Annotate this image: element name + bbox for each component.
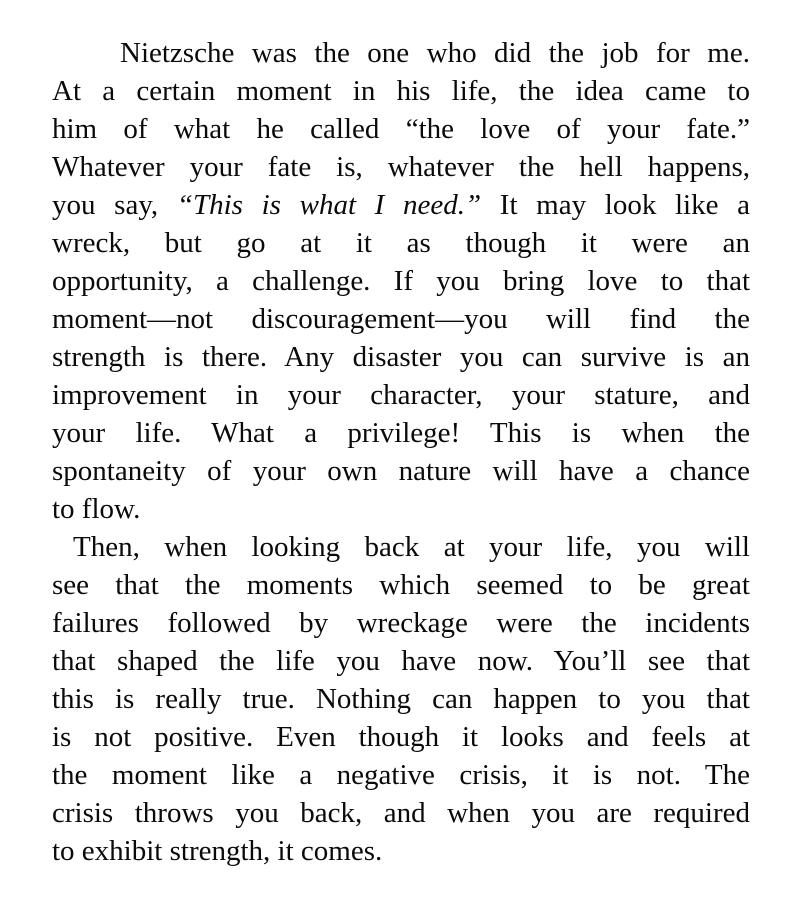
text-segment: Whatever your fate is, whatever the hell happens,	[52, 151, 750, 183]
text-segment: strength is there. Any disaster you can survive is an	[52, 341, 750, 373]
paragraph	[52, 528, 750, 870]
text-segment: is not positive. Even though it looks and feels at	[52, 721, 750, 753]
text-segment: opportunity, a challenge. If you bring love to that	[52, 265, 750, 297]
text-segment: At a certain moment in his life, the idea came to	[52, 75, 750, 107]
text-line	[52, 414, 750, 452]
text-line	[52, 186, 750, 224]
text-segment: to exhibit strength, it comes.	[52, 835, 383, 867]
text-line	[52, 832, 750, 870]
text-line	[52, 148, 750, 186]
text-segment: crisis throws you back, and when you are required	[52, 797, 750, 829]
text-segment: your life. What a privilege! This is when the	[52, 417, 750, 449]
text-container	[52, 34, 750, 870]
text-line	[52, 794, 750, 832]
text-line	[52, 224, 750, 262]
text-line	[52, 756, 750, 794]
text-segment: moment—not discouragement—you will find the	[52, 303, 750, 335]
text-segment: him of what he called “the love of your fate.”	[52, 113, 750, 145]
text-line	[52, 452, 750, 490]
text-line	[52, 300, 750, 338]
text-line	[52, 338, 750, 376]
text-line	[52, 718, 750, 756]
text-segment: you say,	[52, 189, 177, 221]
text-line	[52, 72, 750, 110]
text-line	[52, 490, 750, 528]
text-segment: Nietzsche was the one who did the job for me.	[120, 37, 750, 69]
text-segment: wreck, but go at it as though it were an	[52, 227, 750, 259]
paragraph	[52, 34, 750, 528]
text-segment: to flow.	[52, 493, 141, 525]
text-segment: see that the moments which seemed to be great	[52, 569, 750, 601]
text-segment: this is really true. Nothing can happen to you that	[52, 683, 750, 715]
text-line	[52, 110, 750, 148]
text-line	[52, 604, 750, 642]
text-line	[52, 376, 750, 414]
text-line	[52, 680, 750, 718]
italic-text-segment: “This is what I need.”	[176, 189, 482, 221]
text-segment: improvement in your character, your stature, and	[52, 379, 750, 411]
text-segment: It may look like a	[481, 189, 751, 221]
text-line	[52, 642, 750, 680]
text-segment: that shaped the life you have now. You’ll see that	[52, 645, 750, 677]
text-segment: the moment like a negative crisis, it is not. The	[52, 759, 750, 791]
text-line	[52, 566, 750, 604]
text-segment: Then, when looking back at your life, you will	[73, 531, 750, 563]
text-line	[52, 528, 750, 566]
text-segment: failures followed by wreckage were the incidents	[52, 607, 750, 639]
text-segment: spontaneity of your own nature will have a chance	[52, 455, 750, 487]
text-line	[52, 262, 750, 300]
text-line	[52, 34, 750, 72]
